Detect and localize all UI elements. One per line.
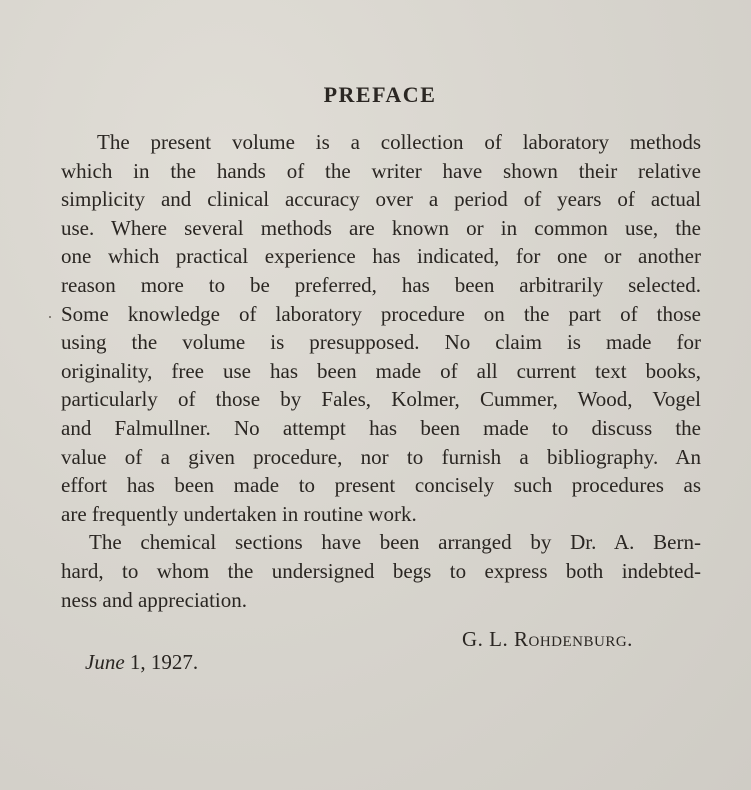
- paragraph-line: which in the hands of the writer have shown their relative: [61, 158, 701, 183]
- paragraph-line: hard, to whom the undersigned begs to express both indebted-: [61, 558, 701, 583]
- paragraph-2: [61, 528, 701, 614]
- paper-speck: [49, 316, 51, 318]
- page-title: PREFACE: [323, 82, 437, 107]
- paragraph-line: using the volume is presupposed. No claim is made for: [61, 330, 701, 355]
- date-month: June: [85, 650, 125, 674]
- paragraph-line: one which practical experience has indicated, for one or another: [61, 244, 701, 269]
- paragraph-1: [61, 128, 701, 528]
- paragraph-line: originality, free use has been made of all current text books,: [61, 358, 701, 383]
- preface-text: [61, 128, 701, 614]
- paragraph-line: effort has been made to present concisely such procedures as: [61, 473, 701, 498]
- paragraph-line: use. Where several methods are known or in common use, the: [61, 215, 701, 240]
- preface-date: [85, 650, 198, 675]
- paragraph-line: The chemical sections have been arranged by Dr. A. Bern-: [89, 530, 701, 555]
- author-signature: [462, 627, 633, 652]
- paragraph-line: value of a given procedure, nor to furnish a bibliography. An: [61, 444, 701, 469]
- paragraph-line: ness and appreciation.: [61, 587, 248, 612]
- paragraph-line: are frequently undertaken in routine work.: [61, 501, 417, 526]
- paragraph-line: simplicity and clinical accuracy over a period of years of actual: [61, 187, 701, 212]
- paragraph-line: reason more to be preferred, has been arbitrarily selected.: [61, 272, 701, 297]
- date-rest: 1, 1927.: [124, 650, 199, 674]
- paragraph-line: and Falmullner. No attempt has been made to discuss the: [61, 415, 701, 440]
- author-surname: Rohdenburg.: [514, 627, 633, 651]
- paragraph-line: particularly of those by Fales, Kolmer, Cummer, Wood, Vogel: [61, 387, 701, 412]
- paragraph-line: The present volume is a collection of laboratory methods: [97, 130, 701, 154]
- paragraph-line: Some knowledge of laboratory procedure on the part of those: [61, 301, 701, 326]
- author-initials: G. L.: [462, 627, 514, 651]
